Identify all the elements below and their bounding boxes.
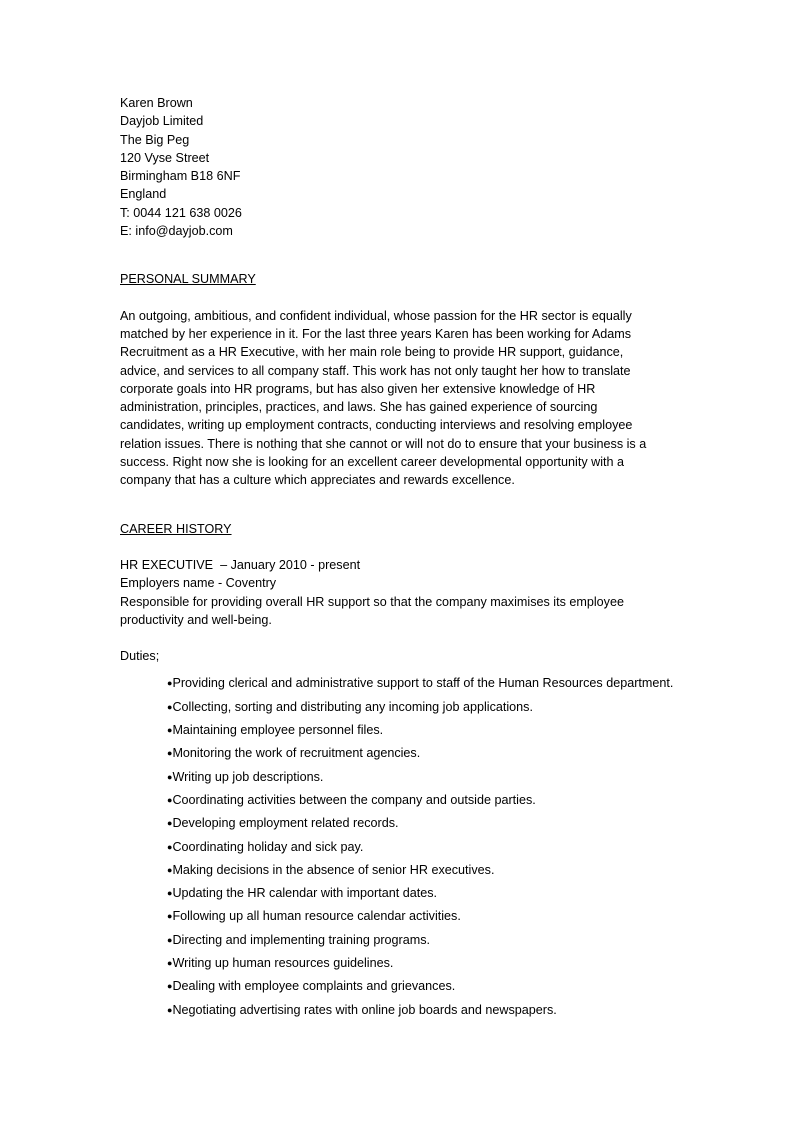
duties-list [167, 674, 680, 1018]
duty-text: Collecting, sorting and distributing any incoming job applications. [172, 699, 533, 714]
list-item [167, 977, 680, 995]
bullet-icon: ● [167, 957, 173, 968]
list-item [167, 884, 680, 902]
list-item [167, 814, 680, 832]
contact-phone: T: 0044 121 638 0026 [120, 205, 242, 220]
list-item [167, 907, 680, 925]
list-item [167, 791, 680, 809]
list-item [167, 674, 680, 692]
bullet-icon: ● [167, 748, 173, 759]
duty-text: Making decisions in the absence of senior HR executives. [172, 862, 495, 877]
duty-text: Maintaining employee personnel files. [172, 723, 384, 738]
job-title: HR EXECUTIVE – January 2010 - present [120, 557, 361, 572]
contact-street: 120 Vyse Street [120, 150, 210, 165]
personal-summary-heading: PERSONAL SUMMARY [120, 272, 256, 287]
contact-name: Karen Brown [120, 96, 193, 110]
duty-text: Providing clerical and administrative support to staff of the Human Resources department. [172, 676, 674, 691]
bullet-icon: ● [167, 678, 173, 689]
list-item [167, 931, 680, 949]
duty-text: Writing up human resources guidelines. [172, 955, 394, 970]
contact-block [120, 94, 680, 240]
list-item [167, 768, 680, 786]
duty-text: Dealing with employee complaints and grievances. [172, 979, 456, 994]
career-history-heading: CAREER HISTORY [120, 521, 232, 536]
duty-text: Coordinating activities between the company and outside parties. [172, 792, 536, 807]
contact-city: Birmingham B18 6NF [120, 169, 241, 184]
bullet-icon: ● [167, 794, 173, 805]
list-item [167, 698, 680, 716]
bullet-icon: ● [167, 911, 173, 922]
list-item [167, 744, 680, 762]
bullet-icon: ● [167, 888, 173, 899]
bullet-icon: ● [167, 725, 173, 736]
employer-name: Employers name - Coventry [120, 576, 277, 591]
duties-label: Duties; [120, 649, 160, 664]
bullet-icon: ● [167, 701, 173, 712]
list-item [167, 954, 680, 972]
list-item [167, 1001, 680, 1019]
bullet-icon: ● [167, 864, 173, 875]
duty-text: Coordinating holiday and sick pay. [172, 839, 364, 854]
contact-company: Dayjob Limited [120, 114, 204, 129]
duty-text: Negotiating advertising rates with online job boards and newspapers. [172, 1002, 557, 1017]
duty-text: Monitoring the work of recruitment agencies. [172, 746, 421, 761]
contact-building: The Big Peg [120, 132, 190, 147]
duty-text: Directing and implementing training programs. [172, 932, 431, 947]
contact-country: England [120, 187, 167, 202]
bullet-icon: ● [167, 981, 173, 992]
contact-email: E: info@dayjob.com [120, 224, 233, 239]
duty-text: Writing up job descriptions. [172, 769, 324, 784]
list-item [167, 721, 680, 739]
job-description: Responsible for providing overall HR support so that the company maximises its employee productivity and well-being. [120, 594, 624, 627]
duty-text: Developing employment related records. [172, 816, 399, 831]
duty-text: Following up all human resource calendar activities. [172, 909, 461, 924]
personal-summary-text: An outgoing, ambitious, and confident individual, whose passion for the HR sector is equally matched by her experience in it. For the last three years Karen has been working for Adams Recruitment as a HR Executive, with her main role being to provide HR support, guidance, advice, and services to all company staff. This work has not only taught her how to translate corporate goals into HR programs, but has also given her extensive knowledge of HR administration, principles, practices, and laws. She has gained experience of sourcing candidates, writing up employment contracts, conducting interviews and resolving employee relation issues. There is nothing that she cannot or will not do to ensure that your business is a success. Right now she is looking for an excellent career developmental opportunity with a company that has a culture which appreciates and rewards excellence. [120, 308, 647, 488]
bullet-icon: ● [167, 1004, 173, 1015]
bullet-icon: ● [167, 771, 173, 782]
bullet-icon: ● [167, 934, 173, 945]
cv-page [120, 94, 680, 1024]
list-item [167, 838, 680, 856]
bullet-icon: ● [167, 841, 173, 852]
duty-text: Updating the HR calendar with important dates. [172, 886, 438, 901]
bullet-icon: ● [167, 818, 173, 829]
list-item [167, 861, 680, 879]
